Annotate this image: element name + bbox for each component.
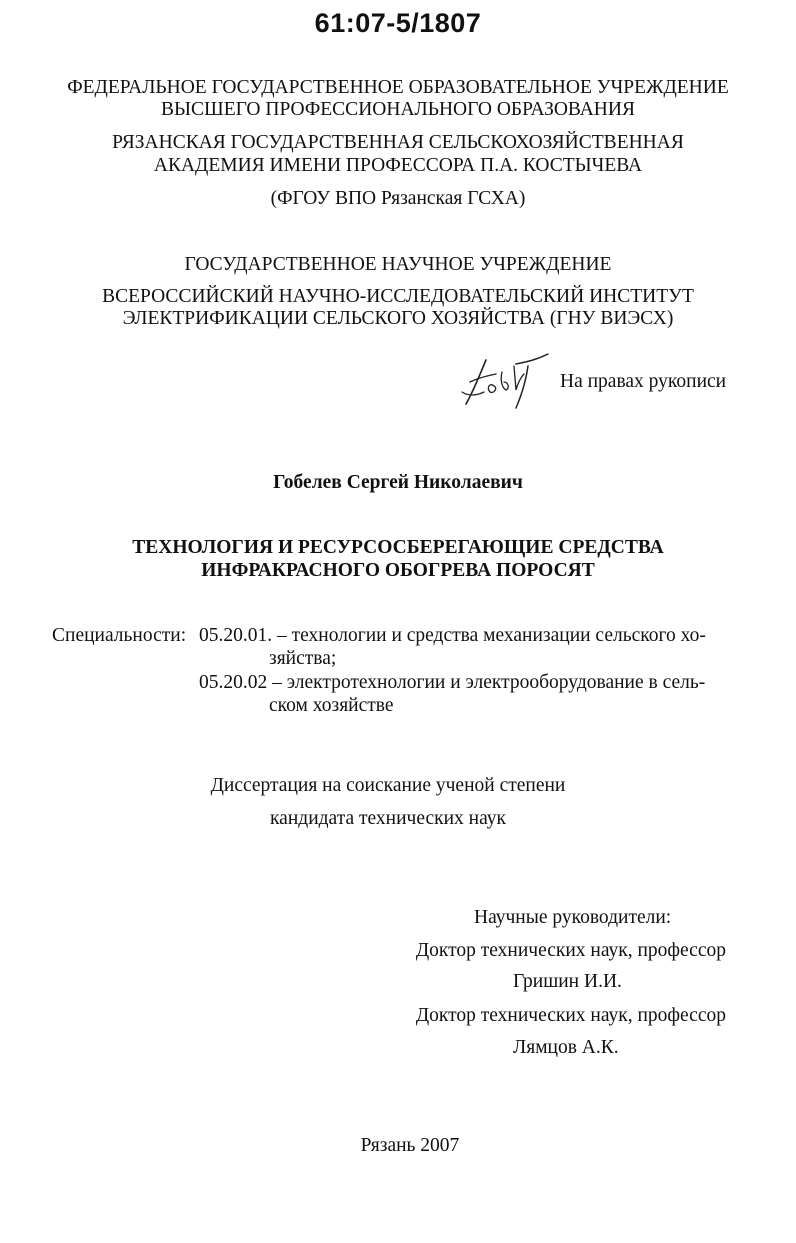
institution-2-line-1: ГОСУДАРСТВЕННОЕ НАУЧНОЕ УЧРЕЖДЕНИЕ xyxy=(184,254,612,275)
specialty-1-line-1: 05.20.01. – технологии и средства механизации сельского хо- xyxy=(199,625,706,646)
institution-2-line-2: ВСЕРОССИЙСКИЙ НАУЧНО-ИССЛЕДОВАТЕЛЬСКИЙ ИНСТИТУТ xyxy=(102,286,694,307)
supervisor-2-title: Доктор технических наук, профессор xyxy=(415,1005,726,1026)
institution-1-line-1: ФЕДЕРАЛЬНОЕ ГОСУДАРСТВЕННОЕ ОБРАЗОВАТЕЛЬНОЕ УЧРЕЖДЕНИЕ xyxy=(67,77,729,98)
specialty-2-line-1: 05.20.02 – электротехнологии и электрооборудование в сель- xyxy=(199,672,706,693)
specialty-2-line-2: ском хозяйстве xyxy=(269,695,394,716)
institution-1-line-4: АКАДЕМИЯ ИМЕНИ ПРОФЕССОРА П.А. КОСТЫЧЕВА xyxy=(153,155,643,176)
specialties-label: Специальности: xyxy=(52,625,187,646)
city-and-year: Рязань 2007 xyxy=(360,1135,460,1156)
institution-1-line-2: ВЫСШЕГО ПРОФЕССИОНАЛЬНОГО ОБРАЗОВАНИЯ xyxy=(161,99,635,120)
handwritten-signature xyxy=(456,352,556,412)
manuscript-rights-note: На правах рукописи xyxy=(560,371,727,392)
dissertation-title-line-1: ТЕХНОЛОГИЯ И РЕСУРСОСБЕРЕГАЮЩИЕ СРЕДСТВА xyxy=(132,537,664,558)
institution-2-line-3: ЭЛЕКТРИФИКАЦИИ СЕЛЬСКОГО ХОЗЯЙСТВА (ГНУ ВИЭСХ) xyxy=(122,308,674,329)
degree-line-2: кандидата технических наук xyxy=(270,808,506,829)
institution-1-abbreviation: (ФГОУ ВПО Рязанская ГСХА) xyxy=(270,188,526,209)
institution-1-line-3: РЯЗАНСКАЯ ГОСУДАРСТВЕННАЯ СЕЛЬСКОХОЗЯЙСТВЕННАЯ xyxy=(112,132,684,153)
dissertation-title-line-2: ИНФРАКРАСНОГО ОБОГРЕВА ПОРОСЯТ xyxy=(201,560,595,581)
supervisor-1-name: Гришин И.И. xyxy=(513,971,622,992)
supervisor-1-title: Доктор технических наук, профессор xyxy=(415,940,726,961)
author-name: Гобелев Сергей Николаевич xyxy=(273,472,523,493)
supervisor-2-name: Лямцов А.К. xyxy=(513,1037,619,1058)
degree-line-1: Диссертация на соискание ученой степени xyxy=(210,775,566,796)
supervisors-heading: Научные руководители: xyxy=(474,907,672,928)
document-number: 61:07-5/1807 xyxy=(314,8,482,38)
specialty-1-line-2: зяйства; xyxy=(269,648,337,669)
